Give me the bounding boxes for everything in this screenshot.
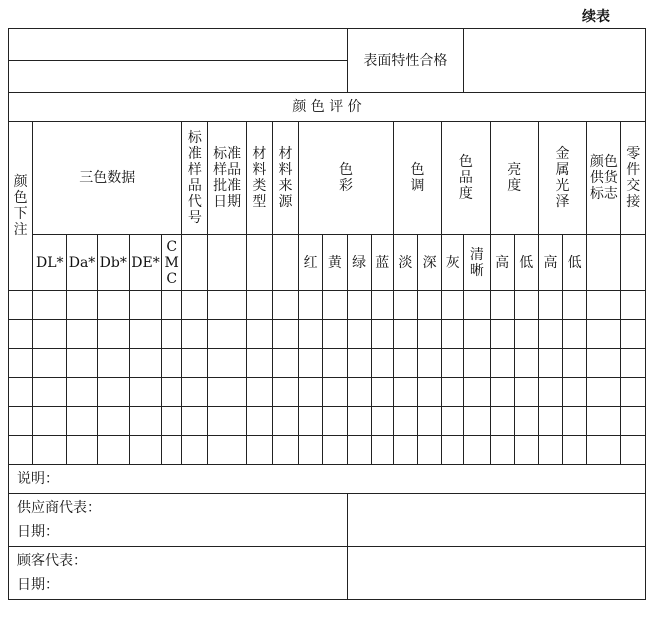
table-row <box>9 320 646 349</box>
table-cell[interactable] <box>323 320 347 349</box>
surface-label: 表面特性合格 <box>347 29 464 93</box>
supplier-date-label: 日期： <box>17 524 59 540</box>
sub-brightness-high: 高 <box>490 235 514 291</box>
table-cell[interactable] <box>208 407 246 436</box>
table-cell[interactable] <box>162 436 182 465</box>
table-cell[interactable] <box>246 320 272 349</box>
table-cell[interactable] <box>442 407 464 436</box>
table-cell[interactable] <box>182 291 208 320</box>
table-cell[interactable] <box>490 378 514 407</box>
table-cell[interactable] <box>97 436 129 465</box>
table-cell[interactable] <box>621 320 646 349</box>
table-cell[interactable] <box>33 349 67 378</box>
col-supplier-mark: 颜色 供货 标志 <box>587 122 621 235</box>
customer-signature-area[interactable] <box>347 547 646 600</box>
table-cell[interactable] <box>563 349 587 378</box>
sub-green: 绿 <box>347 235 371 291</box>
col-color-note: 颜 色 下 注 <box>9 122 33 291</box>
table-cell[interactable] <box>464 349 490 378</box>
table-cell[interactable] <box>182 436 208 465</box>
table-cell[interactable] <box>442 349 464 378</box>
table-cell[interactable] <box>272 291 298 320</box>
table-cell[interactable] <box>621 436 646 465</box>
table-cell[interactable] <box>587 436 621 465</box>
table-cell[interactable] <box>67 291 97 320</box>
table-cell[interactable] <box>587 407 621 436</box>
table-cell[interactable] <box>347 407 371 436</box>
table-cell[interactable] <box>621 407 646 436</box>
table-row <box>9 407 646 436</box>
sub-dl: DL* <box>33 235 67 291</box>
table-cell[interactable] <box>490 349 514 378</box>
table-cell[interactable] <box>9 407 33 436</box>
col-material-source: 材 料 来 源 <box>272 122 298 235</box>
sub-metallic-high: 高 <box>538 235 562 291</box>
sub-de: DE* <box>129 235 161 291</box>
table-cell[interactable] <box>621 349 646 378</box>
sub-gray: 灰 <box>442 235 464 291</box>
table-cell[interactable] <box>97 291 129 320</box>
table-cell[interactable] <box>323 349 347 378</box>
table-cell[interactable] <box>9 320 33 349</box>
col-part-delivery: 零 件 交 接 <box>621 122 646 235</box>
table-cell[interactable] <box>9 349 33 378</box>
header-blank-bottom <box>9 61 348 93</box>
supplier-signature-area[interactable] <box>347 494 646 547</box>
table-cell[interactable] <box>393 349 417 378</box>
sub-blank-delivery <box>621 235 646 291</box>
table-cell[interactable] <box>9 436 33 465</box>
table-cell[interactable] <box>514 320 538 349</box>
table-cell[interactable] <box>418 349 442 378</box>
table-cell[interactable] <box>393 378 417 407</box>
col-metallic: 金 属 光 泽 <box>538 122 586 235</box>
col-tone: 色 调 <box>393 122 441 235</box>
table-row <box>9 291 646 320</box>
table-cell[interactable] <box>246 378 272 407</box>
table-cell[interactable] <box>538 436 562 465</box>
table-cell[interactable] <box>97 407 129 436</box>
table-cell[interactable] <box>129 378 161 407</box>
sub-db: Db* <box>97 235 129 291</box>
table-cell[interactable] <box>323 291 347 320</box>
table-cell[interactable] <box>67 378 97 407</box>
table-cell[interactable] <box>246 291 272 320</box>
col-std-sample-code: 标 准 样 品 代 号 <box>182 122 208 235</box>
table-cell[interactable] <box>418 436 442 465</box>
table-row <box>9 378 646 407</box>
sub-metallic-low: 低 <box>563 235 587 291</box>
table-cell[interactable] <box>621 378 646 407</box>
table-cell[interactable] <box>538 378 562 407</box>
col-chroma: 色 品 度 <box>442 122 490 235</box>
table-cell[interactable] <box>272 320 298 349</box>
table-cell[interactable] <box>323 436 347 465</box>
sub-deep: 深 <box>418 235 442 291</box>
table-cell[interactable] <box>393 291 417 320</box>
sub-blue: 蓝 <box>371 235 393 291</box>
table-cell[interactable] <box>563 378 587 407</box>
table-cell[interactable] <box>393 407 417 436</box>
table-cell[interactable] <box>371 320 393 349</box>
header-blank-right <box>464 29 646 93</box>
sub-light: 淡 <box>393 235 417 291</box>
table-cell[interactable] <box>418 378 442 407</box>
table-cell[interactable] <box>33 378 67 407</box>
customer-rep-label: 顾客代表： <box>17 553 87 569</box>
table-cell[interactable] <box>464 320 490 349</box>
table-cell[interactable] <box>514 291 538 320</box>
table-cell[interactable] <box>442 320 464 349</box>
sub-cmc: C M C <box>162 235 182 291</box>
table-cell[interactable] <box>33 407 67 436</box>
table-cell[interactable] <box>371 291 393 320</box>
sub-blank-source <box>272 235 298 291</box>
table-cell[interactable] <box>129 407 161 436</box>
sub-clear: 清 晰 <box>464 235 490 291</box>
table-cell[interactable] <box>67 320 97 349</box>
sub-da: Da* <box>67 235 97 291</box>
table-cell[interactable] <box>129 349 161 378</box>
color-eval-title: 颜 色 评 价 <box>9 93 646 122</box>
table-cell[interactable] <box>162 320 182 349</box>
sub-blank-type <box>246 235 272 291</box>
table-cell[interactable] <box>323 378 347 407</box>
table-cell[interactable] <box>393 436 417 465</box>
table-cell[interactable] <box>587 378 621 407</box>
table-cell[interactable] <box>299 436 323 465</box>
table-cell[interactable] <box>182 378 208 407</box>
table-cell[interactable] <box>299 291 323 320</box>
table-cell[interactable] <box>208 349 246 378</box>
table-cell[interactable] <box>347 291 371 320</box>
table-cell[interactable] <box>563 436 587 465</box>
table-cell[interactable] <box>9 378 33 407</box>
table-cell[interactable] <box>464 436 490 465</box>
table-cell[interactable] <box>393 320 417 349</box>
table-cell[interactable] <box>563 320 587 349</box>
table-cell[interactable] <box>97 320 129 349</box>
col-brightness: 亮 度 <box>490 122 538 235</box>
table-cell[interactable] <box>162 407 182 436</box>
table-cell[interactable] <box>464 291 490 320</box>
table-cell[interactable] <box>272 407 298 436</box>
table-cell[interactable] <box>272 378 298 407</box>
col-hue: 色 彩 <box>299 122 394 235</box>
header-blank-top <box>9 29 348 61</box>
table-cell[interactable] <box>464 407 490 436</box>
col-material-type: 材 料 类 型 <box>246 122 272 235</box>
sub-red: 红 <box>299 235 323 291</box>
table-cell[interactable] <box>538 320 562 349</box>
table-cell[interactable] <box>33 291 67 320</box>
col-tristimulus: 三色数据 <box>33 122 182 235</box>
sub-blank-code <box>182 235 208 291</box>
note-row[interactable]: 说明： <box>9 465 646 494</box>
table-cell[interactable] <box>371 407 393 436</box>
table-cell[interactable] <box>182 407 208 436</box>
supplier-rep-label: 供应商代表： <box>17 500 101 516</box>
supplier-rep-cell[interactable] <box>9 494 348 547</box>
table-cell[interactable] <box>272 349 298 378</box>
table-cell[interactable] <box>162 349 182 378</box>
table-cell[interactable] <box>347 349 371 378</box>
customer-date-label: 日期： <box>17 577 59 593</box>
sub-blank-mark <box>587 235 621 291</box>
table-cell[interactable] <box>272 436 298 465</box>
table-cell[interactable] <box>67 436 97 465</box>
table-cell[interactable] <box>182 349 208 378</box>
table-cell[interactable] <box>490 291 514 320</box>
table-cell[interactable] <box>246 407 272 436</box>
table-cell[interactable] <box>162 291 182 320</box>
table-cell[interactable] <box>208 320 246 349</box>
table-cell[interactable] <box>587 349 621 378</box>
table-cell[interactable] <box>514 436 538 465</box>
table-cell[interactable] <box>371 349 393 378</box>
table-cell[interactable] <box>129 291 161 320</box>
table-cell[interactable] <box>442 436 464 465</box>
table-cell[interactable] <box>67 407 97 436</box>
table-cell[interactable] <box>418 320 442 349</box>
table-cell[interactable] <box>323 407 347 436</box>
table-cell[interactable] <box>347 436 371 465</box>
table-cell[interactable] <box>67 349 97 378</box>
table-cell[interactable] <box>538 291 562 320</box>
customer-rep-cell[interactable] <box>9 547 348 600</box>
sub-blank-date <box>208 235 246 291</box>
table-cell[interactable] <box>162 378 182 407</box>
table-cell[interactable] <box>371 436 393 465</box>
table-cell[interactable] <box>33 320 67 349</box>
table-cell[interactable] <box>514 349 538 378</box>
table-cell[interactable] <box>347 378 371 407</box>
table-cell[interactable] <box>538 407 562 436</box>
table-cell[interactable] <box>464 378 490 407</box>
color-evaluation-form <box>8 28 646 600</box>
table-cell[interactable] <box>299 349 323 378</box>
table-cell[interactable] <box>299 407 323 436</box>
table-cell[interactable] <box>97 349 129 378</box>
table-cell[interactable] <box>442 378 464 407</box>
table-cell[interactable] <box>418 407 442 436</box>
table-cell[interactable] <box>587 291 621 320</box>
col-std-sample-date: 标准 样品 批准 日期 <box>208 122 246 235</box>
table-cell[interactable] <box>490 320 514 349</box>
table-cell[interactable] <box>208 436 246 465</box>
table-cell[interactable] <box>371 378 393 407</box>
table-cell[interactable] <box>490 407 514 436</box>
table-cell[interactable] <box>347 320 371 349</box>
table-cell[interactable] <box>418 291 442 320</box>
sub-brightness-low: 低 <box>514 235 538 291</box>
table-cell[interactable] <box>563 407 587 436</box>
table-row <box>9 436 646 465</box>
table-cell[interactable] <box>621 291 646 320</box>
table-cell[interactable] <box>9 291 33 320</box>
table-cell[interactable] <box>563 291 587 320</box>
table-cell[interactable] <box>208 291 246 320</box>
table-cell[interactable] <box>208 378 246 407</box>
table-cell[interactable] <box>97 378 129 407</box>
table-cell[interactable] <box>514 407 538 436</box>
table-cell[interactable] <box>514 378 538 407</box>
continued-label: 续表 <box>582 9 610 25</box>
table-cell[interactable] <box>246 436 272 465</box>
table-cell[interactable] <box>442 291 464 320</box>
table-cell[interactable] <box>490 436 514 465</box>
table-cell[interactable] <box>299 320 323 349</box>
data-rows <box>9 291 646 465</box>
table-cell[interactable] <box>246 349 272 378</box>
table-row <box>9 349 646 378</box>
table-cell[interactable] <box>129 320 161 349</box>
sub-yellow: 黄 <box>323 235 347 291</box>
table-cell[interactable] <box>587 320 621 349</box>
table-cell[interactable] <box>299 378 323 407</box>
table-cell[interactable] <box>182 320 208 349</box>
table-cell[interactable] <box>538 349 562 378</box>
table-cell[interactable] <box>33 436 67 465</box>
table-cell[interactable] <box>129 436 161 465</box>
